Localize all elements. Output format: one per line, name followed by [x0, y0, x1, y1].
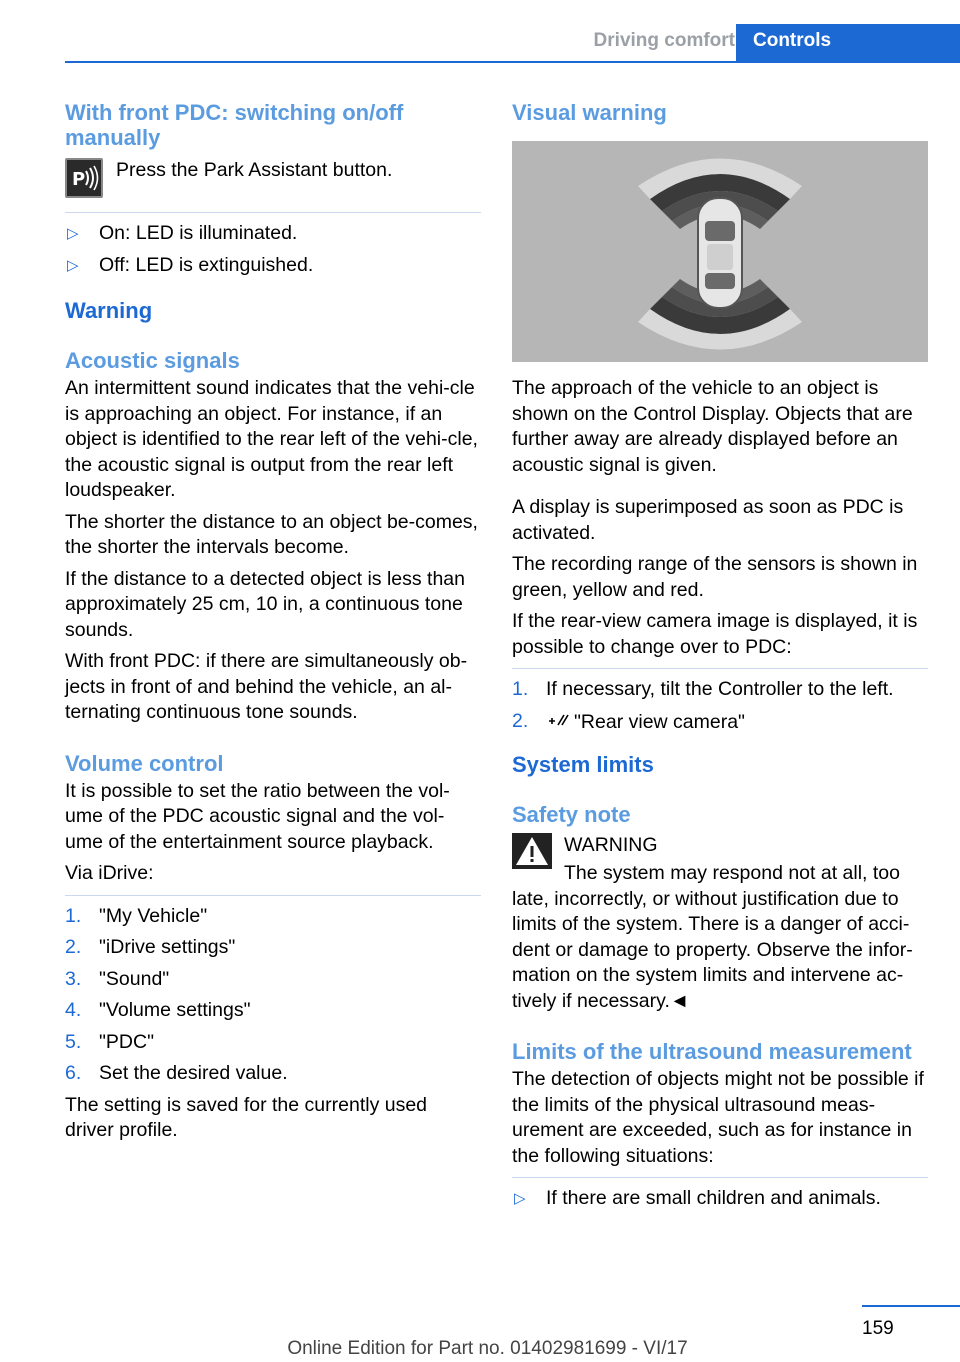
acoustic-p1: An intermittent sound indicates that the vehi‐cle is approaching an object. For instance, if an object is identified to the rear left of the vehi‐cle, the acoustic signal is output from the rear left loudspeaker. — [65, 377, 478, 501]
park-assist-row — [65, 158, 481, 198]
acoustic-p4: With front PDC: if there are simultaneously ob‐jects in front of and behind the vehicle, an al‐ternating continuous tone sounds. — [65, 650, 468, 723]
list-item: ▷ Off: LED is extinguished. — [65, 253, 481, 279]
park-assist-text: Press the Park Assistant button. — [116, 159, 393, 181]
list-item: ▷ On: LED is illuminated. — [65, 221, 481, 247]
list-item: 4. "Volume settings" — [65, 999, 251, 1021]
safety-note-heading: Safety note — [512, 802, 631, 827]
park-assistant-button-icon — [65, 158, 103, 198]
header-section: Driving comfort — [593, 30, 735, 51]
page-number: 159 — [862, 1318, 894, 1339]
separator — [512, 1177, 928, 1178]
triangle-bullet-icon: ▷ — [67, 225, 79, 242]
list-item: 6. Set the desired value. — [65, 1062, 288, 1084]
warning-heading: Warning — [65, 298, 153, 323]
list-item: ▷ If there are small children and animals. — [512, 1186, 928, 1212]
separator — [65, 212, 481, 213]
camera-steps — [512, 677, 928, 736]
visual-p2: A display is superimposed as soon as PDC is activated. — [512, 496, 904, 544]
list-item: 1. "My Vehicle" — [65, 904, 208, 927]
acoustic-heading: Acoustic signals — [65, 348, 240, 373]
list-item: 2. "iDrive settings" — [65, 936, 236, 958]
list-item: 3. "Sound" — [65, 967, 170, 990]
list-item: 1. If necessary, tilt the Controller to the left. — [512, 678, 894, 700]
volume-heading: Volume control — [65, 750, 224, 776]
ultrasound-bullets — [512, 1186, 928, 1212]
footer-rule — [862, 1305, 960, 1307]
left-column — [65, 100, 481, 1144]
rear-camera-icon — [546, 709, 574, 737]
triangle-bullet-icon: ▷ — [514, 1190, 526, 1207]
warning-text: The system may respond not at all, too late, incorrectly, or without justification due to limits of the system. There is a danger of acci‐dent or damage to property. Observe the infor‐mation on the system limits and intervene ac‐tively if necessary.◄ — [512, 862, 913, 1012]
separator — [512, 668, 928, 669]
system-limits-heading: System limits — [512, 752, 654, 777]
acoustic-p3: If the distance to a detected object is less than approximately 25 cm, 10 in, a continuous tone sounds. — [65, 567, 465, 641]
triangle-bullet-icon: ▷ — [67, 256, 79, 274]
via-idrive: Via iDrive: — [65, 862, 154, 884]
ultrasound-heading: Limits of the ultrasound measurement — [512, 1039, 912, 1064]
list-item: 5. "PDC" — [65, 1030, 155, 1053]
volume-p1: It is possible to set the ratio between the vol‐ume of the PDC acoustic signal and the vol‐ume of the entertainment source playback. — [65, 779, 450, 853]
state-bullets — [65, 221, 481, 278]
header-tab: Controls — [736, 24, 960, 62]
visual-p4: If the rear-view camera image is displayed, it is possible to change over to PDC: — [512, 610, 918, 658]
warning-label: WARNING — [564, 834, 658, 856]
acoustic-p2: The shorter the distance to an object be‐comes, the shorter the intervals become. — [65, 510, 478, 558]
front-pdc-heading: With front PDC: switching on/off manually — [65, 100, 404, 150]
svg-text:P: P — [72, 169, 86, 190]
visual-warning-heading: Visual warning — [512, 100, 667, 125]
warning-triangle-icon — [512, 833, 552, 869]
saved-note: The setting is saved for the currently used driver profile. — [65, 1093, 428, 1141]
separator — [65, 895, 481, 896]
volume-steps — [65, 904, 481, 1087]
pdc-display-image — [512, 141, 928, 362]
list-item: 2. "Rear view camera" — [512, 709, 928, 737]
right-column — [512, 100, 928, 1218]
ultrasound-p1: The detection of objects might not be possible if the limits of the physical ultrasound meas‐urement are exceeded, such as for instance in the following situations: — [512, 1068, 924, 1167]
header-rule — [65, 61, 960, 63]
visual-p3: The recording range of the sensors is shown in green, yellow and red. — [512, 553, 918, 601]
visual-p1: The approach of the vehicle to an object is shown on the Control Display. Objects that are further away are already displayed before an acoustic signal is given. — [512, 377, 913, 476]
edition-footer: Online Edition for Part no. 01402981699 - VI/17 — [287, 1338, 688, 1359]
